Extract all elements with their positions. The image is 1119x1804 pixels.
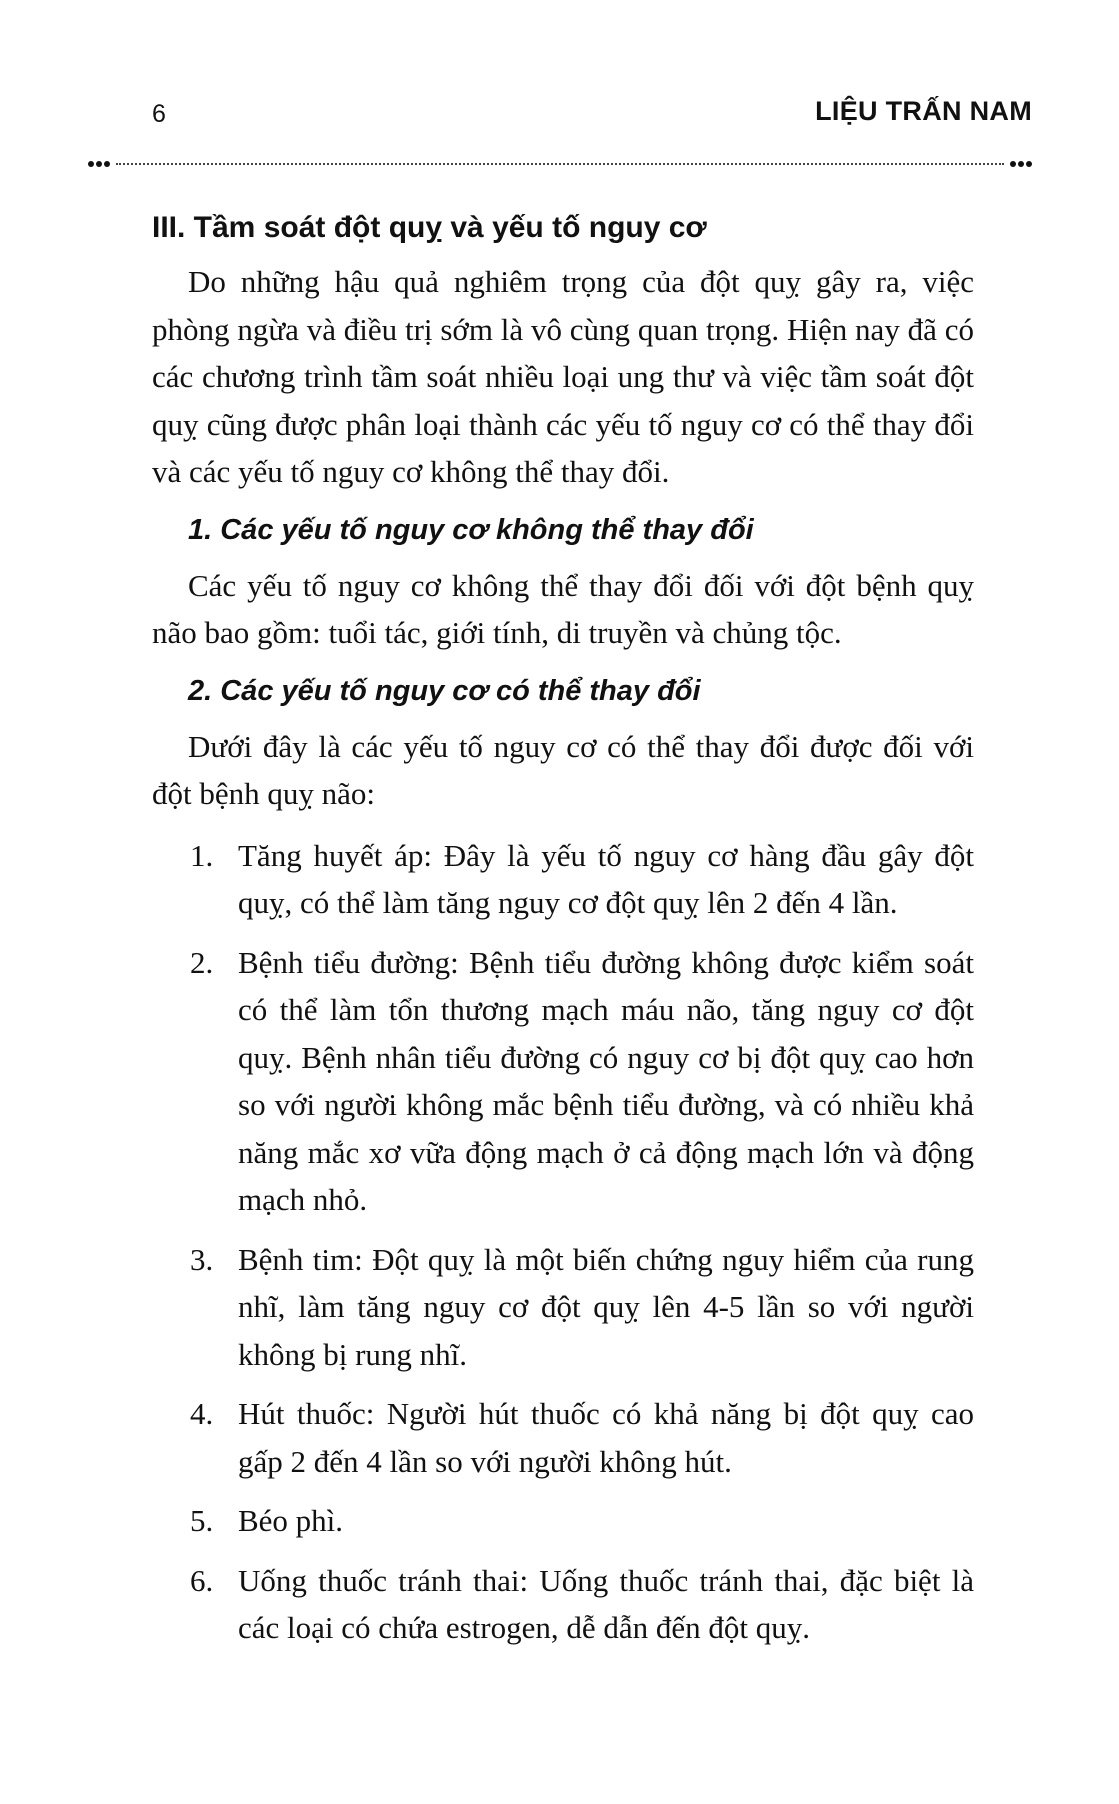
subsection-heading-2: 2. Các yếu tố nguy cơ có thể thay đổi: [188, 674, 701, 707]
list-item-text: Béo phì.: [238, 1503, 344, 1538]
running-head: LIỆU TRẤN NAM: [815, 96, 1032, 126]
list-item: [152, 832, 974, 927]
rule-dots-right: [1008, 160, 1032, 168]
list-item-text: Bệnh tiểu đường: Bệnh tiểu đường không được kiểm soát có thể làm tổn thương mạch máu não, tăng nguy cơ đột quỵ. Bệnh nhân tiểu đường có nguy cơ bị đột quỵ cao hơn so với người không mắc bệnh tiểu đường, và có nhiều khả năng mắc xơ vữa động mạch ở cả động mạch lớn và động mạch nhỏ.: [238, 944, 974, 1217]
list-item-number: 2.: [190, 944, 214, 980]
dotted-line: [116, 163, 1004, 165]
subsection-heading-1: 1. Các yếu tố nguy cơ không thể thay đổi: [188, 513, 754, 546]
dot-icon: [104, 161, 110, 167]
list-item-number: 1.: [190, 837, 214, 873]
list-item: [152, 1557, 974, 1652]
dot-icon: [88, 161, 94, 167]
list-item-text: Hút thuốc: Người hút thuốc có khả năng bị đột quỵ cao gấp 2 đến 4 lần so với người không hút.: [238, 1396, 974, 1479]
list-item: [152, 1236, 974, 1379]
list-item-number: 5.: [190, 1503, 214, 1538]
dot-icon: [1010, 161, 1016, 167]
list-item-text: Uống thuốc tránh thai: Uống thuốc tránh thai, đặc biệt là các loại có chứa estrogen, dễ dẫn đến đột quỵ.: [238, 1562, 974, 1645]
section-heading: III. Tầm soát đột quỵ và yếu tố nguy cơ: [152, 211, 707, 244]
list-item-number: 4.: [190, 1396, 214, 1431]
subsection-1-paragraph: Các yếu tố nguy cơ không thể thay đổi đối với đột bệnh quỵ não bao gồm: tuổi tác, giới tính, di truyền và chủng tộc.: [152, 567, 974, 650]
risk-factor-list: [152, 832, 974, 1652]
rule-dots-left: [88, 160, 112, 168]
list-item: [152, 939, 974, 1224]
intro-paragraph: Do những hậu quả nghiêm trọng của đột quỵ gây ra, việc phòng ngừa và điều trị sớm là vô cùng quan trọng. Hiện nay đã có các chương trình tầm soát nhiều loại ung thư và việc tầm soát đột quỵ cũng được phân loại thành các yếu tố nguy cơ có thể thay đổi và các yếu tố nguy cơ không thể thay đổi.: [152, 264, 974, 489]
page-body: [152, 208, 974, 1664]
dot-icon: [96, 161, 102, 167]
list-item: [152, 1497, 974, 1545]
list-item-number: 3.: [190, 1241, 214, 1277]
list-item: [152, 1390, 974, 1485]
list-item-text: Tăng huyết áp: Đây là yếu tố nguy cơ hàng đầu gây đột quỵ, có thể làm tăng nguy cơ đột quỵ lên 2 đến 4 lần.: [238, 837, 974, 920]
dot-icon: [1018, 161, 1024, 167]
page-number: 6: [152, 100, 166, 128]
subsection-2-paragraph: Dưới đây là các yếu tố nguy cơ có thể thay đổi được đối với đột bệnh quỵ não:: [152, 728, 974, 811]
page-header: [88, 95, 1032, 135]
list-item-number: 6.: [190, 1562, 214, 1598]
list-item-text: Bệnh tim: Đột quỵ là một biến chứng nguy hiểm của rung nhĩ, làm tăng nguy cơ đột quỵ lên 4-5 lần so với người không bị rung nhĩ.: [238, 1241, 974, 1372]
dot-icon: [1026, 161, 1032, 167]
header-dotted-rule: [88, 160, 1032, 168]
